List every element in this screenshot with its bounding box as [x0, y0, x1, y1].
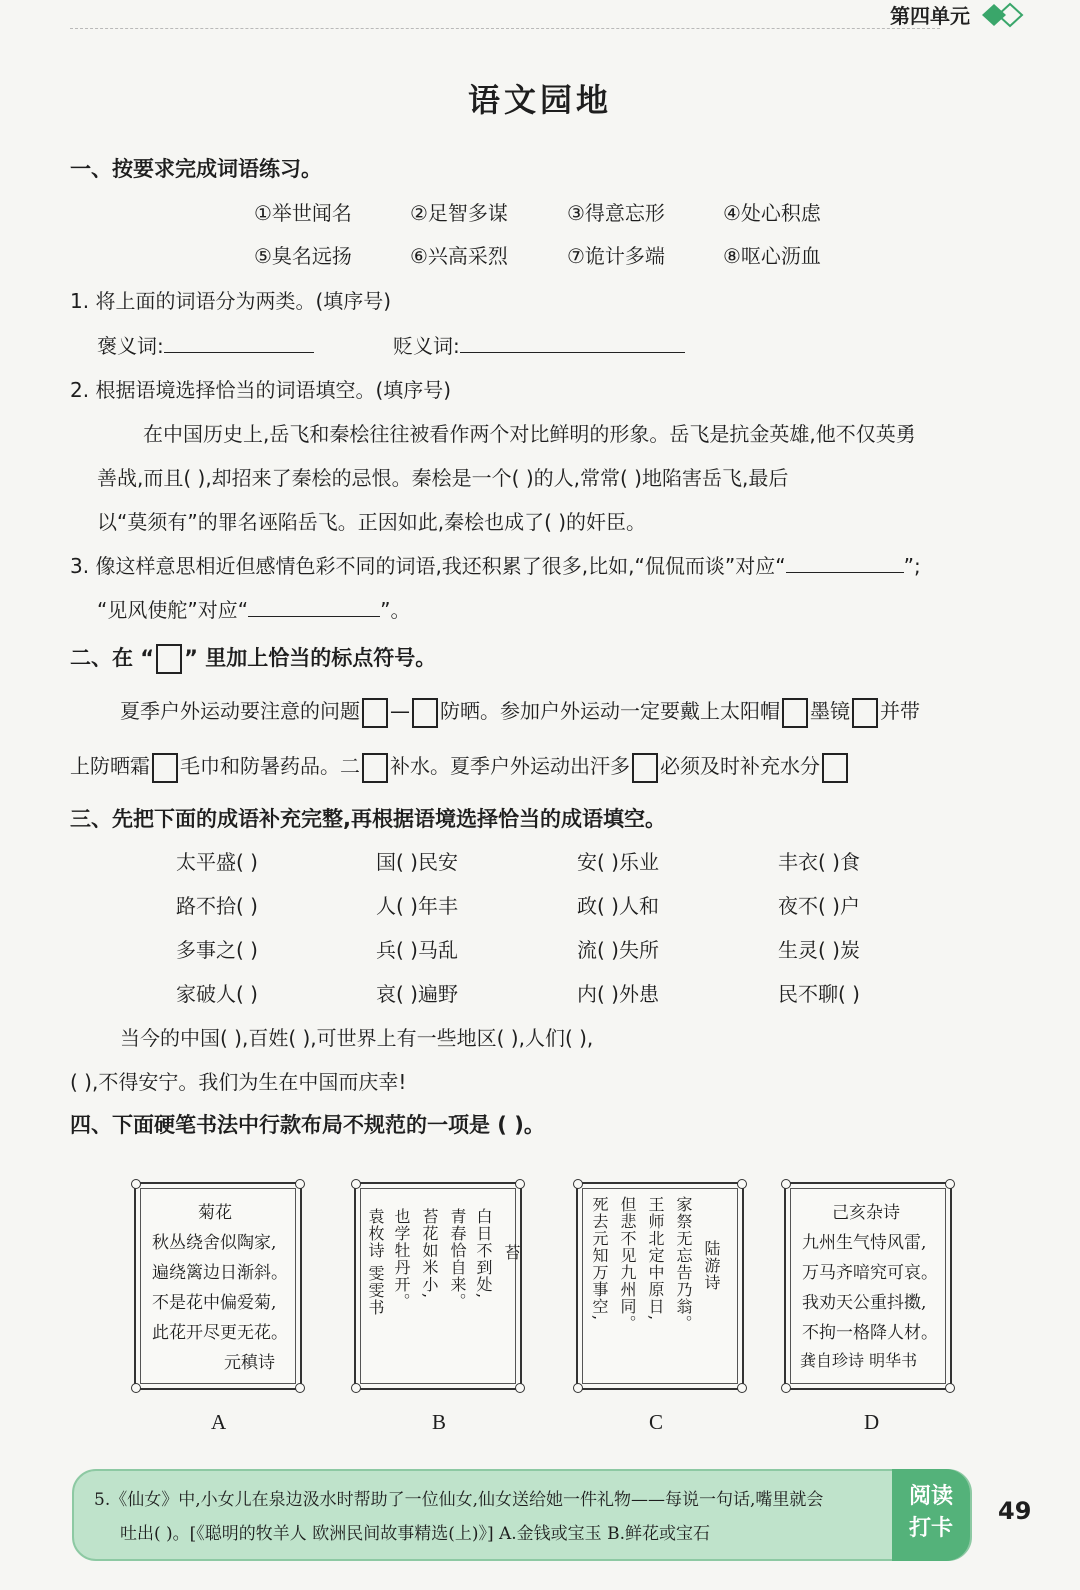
section2-heading-b: ” 里加上恰当的标点符号。	[184, 646, 437, 670]
punct-text: 补水。夏季户外运动出汗多	[390, 754, 630, 778]
word-4: ④处心积虑	[723, 201, 821, 225]
punct-line1	[120, 695, 920, 728]
poem-col: 王师北定中原日,	[646, 1196, 665, 1322]
scroll-knob	[515, 1383, 525, 1393]
calligraphy-d[interactable]	[784, 1182, 952, 1390]
option-label-c: C	[649, 1410, 664, 1434]
punct-box[interactable]	[412, 698, 438, 728]
punct-box[interactable]	[852, 698, 878, 728]
punct-line2	[70, 750, 850, 783]
header-divider	[70, 28, 940, 29]
scroll-knob	[295, 1179, 305, 1189]
q2-line1: 在中国历史上,岳飞和秦桧往往被看作两个对比鲜明的形象。岳飞是抗金英雄,他不仅英勇	[143, 422, 916, 446]
poem-line: 我劝天公重抖擞,	[802, 1293, 927, 1313]
section2-heading-a: 二、在 “	[70, 646, 155, 670]
q1-text: 1. 将上面的词语分为两类。(填序号)	[70, 289, 392, 313]
unit-label: 第四单元	[890, 4, 970, 28]
derog-blank[interactable]	[460, 334, 685, 353]
derog-label: 贬义词:	[393, 334, 460, 358]
section3-heading: 三、先把下面的成语补充完整,再根据语境选择恰当的成语填空。	[70, 807, 666, 831]
scroll-knob	[737, 1179, 747, 1189]
word-8: ⑧呕心沥血	[723, 244, 821, 268]
punct-box[interactable]	[822, 753, 848, 783]
idiom: 政( )人和	[577, 894, 659, 918]
poem-line: 此花开尽更无花。	[152, 1323, 288, 1343]
scroll-knob	[131, 1179, 141, 1189]
q3-line1	[70, 550, 921, 579]
scroll-knob	[351, 1383, 361, 1393]
poem-line: 不是花中偏爱菊,	[152, 1293, 277, 1313]
sample-box	[156, 644, 182, 674]
page-title: 语文园地	[467, 81, 612, 119]
section3-para1: 当今的中国( ),百姓( ),可世界上有一些地区( ),人们( ),	[120, 1026, 594, 1050]
badge-line2: 打卡	[908, 1516, 953, 1541]
idiom: 多事之( )	[176, 938, 258, 962]
poem-col: 陆游诗	[702, 1240, 721, 1291]
calligraphy-a[interactable]	[134, 1182, 302, 1390]
word-1: ①举世闻名	[254, 201, 352, 225]
poem-sign: 龚自珍诗 明华书	[800, 1351, 918, 1370]
badge-line1: 阅读	[908, 1484, 953, 1509]
praise-label: 褒义词:	[97, 334, 164, 358]
poem-col: 青春恰自来。	[448, 1208, 467, 1310]
idiom: 国( )民安	[376, 850, 458, 874]
word-5: ⑤臭名远扬	[254, 244, 352, 268]
poem-sign: 元稹诗	[224, 1353, 275, 1373]
idiom: 民不聊( )	[778, 982, 860, 1006]
page-number: 49	[998, 1497, 1032, 1525]
calligraphy-b[interactable]	[354, 1182, 522, 1390]
poem-col: 家祭无忘告乃翁。	[674, 1196, 693, 1332]
idiom: 流( )失所	[577, 938, 659, 962]
unit-badge-icon	[980, 2, 1024, 28]
calligraphy-c[interactable]	[576, 1182, 744, 1390]
reading-question-line2: 吐出( )。[《聪明的牧羊人 欧洲民间故事精选(上)》] A.金钱或宝玉 B.鲜花或宝石	[120, 1524, 710, 1544]
punct-box[interactable]	[152, 753, 178, 783]
punct-text: 墨镜	[810, 699, 850, 723]
q1-praise-row	[97, 330, 314, 359]
poem-col: 死去元知万事空,	[590, 1196, 609, 1322]
poem-line: 九州生气恃风雷,	[802, 1233, 927, 1253]
idiom: 生灵( )炭	[778, 938, 860, 962]
punct-text: 上防晒霜	[70, 754, 150, 778]
idiom: 内( )外患	[577, 982, 659, 1006]
punct-text: 防晒。参加户外运动一定要戴上太阳帽	[440, 699, 780, 723]
scroll-knob	[781, 1383, 791, 1393]
punct-text: 并带	[880, 699, 920, 723]
idiom: 安( )乐业	[577, 850, 659, 874]
q2-line2: 善战,而且( ),却招来了秦桧的忌恨。秦桧是一个( )的人,常常( )地陷害岳飞,最后	[97, 466, 789, 490]
idiom: 夜不( )户	[778, 894, 860, 918]
word-7: ⑦诡计多端	[567, 244, 665, 268]
scroll-knob	[945, 1179, 955, 1189]
poem-col: 也学牡丹开。	[392, 1208, 411, 1310]
scroll-knob	[945, 1383, 955, 1393]
punct-text: 夏季户外运动要注意的问题	[120, 699, 360, 723]
section4-heading: 四、下面硬笔书法中行款布局不规范的一项是 ( )。	[70, 1113, 545, 1137]
scroll-knob	[781, 1179, 791, 1189]
poem-line: 万马齐喑究可哀。	[802, 1263, 938, 1283]
praise-blank[interactable]	[164, 334, 314, 353]
scroll-knob	[295, 1383, 305, 1393]
poem-col: 袁枚诗 雯雯书	[366, 1208, 385, 1317]
poem-title: 己亥杂诗	[832, 1203, 900, 1223]
idiom: 丰衣( )食	[778, 850, 860, 874]
poem-line: 秋丛绕舍似陶家,	[152, 1233, 277, 1253]
poem-line: 不拘一格降人材。	[802, 1323, 938, 1343]
q3-end1: ”;	[903, 554, 921, 578]
scroll-knob	[573, 1383, 583, 1393]
word-6: ⑥兴高采烈	[410, 244, 508, 268]
q3-text: 3. 像这样意思相近但感情色彩不同的词语,我还积累了很多,比如,“侃侃而谈”对应“	[70, 554, 786, 578]
poem-line: 遍绕篱边日渐斜。	[152, 1263, 288, 1283]
q3-blank-2[interactable]	[248, 598, 380, 617]
reading-checkin-banner	[72, 1469, 972, 1561]
q3-blank-1[interactable]	[786, 554, 904, 573]
punct-text: 毛巾和防暑药品。二	[180, 754, 360, 778]
section3-para2: ( ),不得安宁。我们为生在中国而庆幸!	[70, 1070, 407, 1094]
poem-col: 但悲不见九州同。	[618, 1196, 637, 1332]
option-label-d: D	[864, 1410, 880, 1434]
q1-derog-row	[393, 330, 685, 359]
scroll-knob	[131, 1383, 141, 1393]
section2-heading	[70, 642, 436, 674]
scroll-knob	[351, 1179, 361, 1189]
punct-box[interactable]	[362, 753, 388, 783]
idiom: 兵( )马乱	[376, 938, 458, 962]
reading-question-line1: 5.《仙女》中,小女儿在泉边汲水时帮助了一位仙女,仙女送给她一件礼物——每说一句话,嘴里就会	[94, 1490, 824, 1510]
idiom: 路不拾( )	[176, 894, 258, 918]
poem-col: 苔	[502, 1244, 521, 1261]
idiom: 太平盛( )	[176, 850, 258, 874]
idiom: 家破人( )	[176, 982, 258, 1006]
punct-text: 必须及时补充水分	[660, 754, 820, 778]
scroll-knob	[515, 1179, 525, 1189]
poem-col: 苔花如米小,	[420, 1208, 439, 1300]
punct-text: —	[390, 699, 410, 723]
q3-line2	[97, 594, 410, 623]
q3-line2-a: “见风使舵”对应“	[97, 598, 249, 622]
punct-box[interactable]	[782, 698, 808, 728]
q2-line3: 以“莫须有”的罪名诬陷岳飞。正因如此,秦桧也成了( )的奸臣。	[97, 510, 647, 534]
option-label-b: B	[432, 1410, 447, 1434]
q2-text: 2. 根据语境选择恰当的词语填空。(填序号)	[70, 378, 452, 402]
poem-col: 白日不到处,	[474, 1208, 493, 1300]
section1-heading: 一、按要求完成词语练习。	[70, 157, 322, 181]
poem-title: 菊花	[198, 1203, 232, 1223]
scroll-knob	[573, 1179, 583, 1189]
idiom: 哀( )遍野	[376, 982, 458, 1006]
word-3: ③得意忘形	[567, 201, 665, 225]
scroll-knob	[737, 1383, 747, 1393]
q3-line2-b: ”。	[380, 598, 411, 622]
idiom: 人( )年丰	[376, 894, 458, 918]
punct-box[interactable]	[632, 753, 658, 783]
reading-checkin-badge[interactable]	[892, 1469, 970, 1561]
word-2: ②足智多谋	[410, 201, 508, 225]
option-label-a: A	[211, 1410, 227, 1434]
punct-box[interactable]	[362, 698, 388, 728]
